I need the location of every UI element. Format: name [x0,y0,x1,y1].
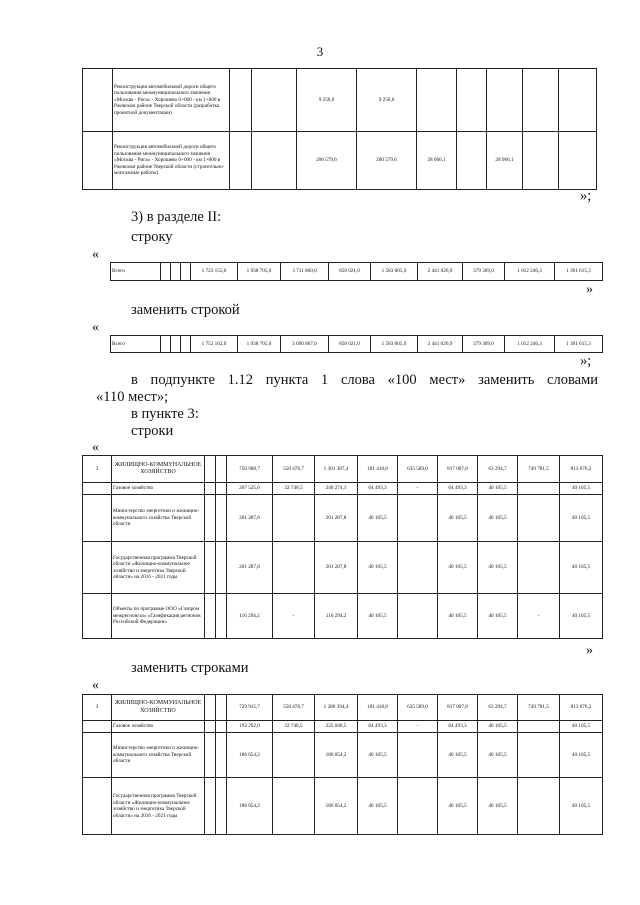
table-cell: 2 441 026,9 [418,336,463,353]
table-cell: 63 294,7 [478,695,518,721]
table-cell: 1 012 246,3 [505,263,555,281]
table-cell: 40 105,5 [438,778,478,835]
table-cell: 1 723 155,0 [191,263,238,281]
table-cell [518,733,560,778]
table-cell [398,778,438,835]
table-cell: 186 054,2 [315,778,358,835]
table-cell: 40 105,5 [438,495,478,542]
table-cell: 40 105,5 [478,483,518,495]
row-name: Газовое хозяйство [112,721,205,733]
row-name: Реконструкция автомобильной дороги общего пользования межмуниципального значения «Москва - Рига» - Хорошево 0+000 - км 1+000 в Ржевском районе Тверской области (разработка проектной документации) [113,69,230,132]
table-cell [518,721,560,733]
table-cell [273,542,315,594]
table-cell: 379 369,0 [463,263,505,281]
table-cell: 750 908,7 [227,456,273,483]
instruction-text: заменить строкой [131,302,240,318]
table-cell: 858 021,0 [329,263,371,281]
table-cell: 1 938 705,0 [238,336,281,353]
table-cell: 1 583 005,9 [371,336,418,353]
opening-quote: « [92,678,99,693]
table-cell: 192 292,0 [227,721,273,733]
row-name: Объекты по программе ООО «Газпром межрегионгаз» «Газификация регионов Российской Федерации» [112,594,205,639]
table-cell: 813 076,2 [560,695,603,721]
table-cell: 1 280 394,4 [315,695,358,721]
table-cell: 201 287,8 [227,495,273,542]
table-cell: 40 105,5 [478,495,518,542]
table-cell: 817 007,8 [438,695,478,721]
table-row [111,263,603,281]
table-cell [398,495,438,542]
table-cell: Всего [111,263,161,281]
table-cell: 181 418,8 [358,695,398,721]
table-cell: 64 493,3 [438,483,478,495]
table-cell [398,594,438,639]
table-cell: 1 938 705,0 [238,263,281,281]
table-cell [273,733,315,778]
amendment-text: в подпункте 1.12 пункта 1 слова «100 мест» заменить словами [131,372,598,388]
table-cell: 3 690 867,0 [281,336,329,353]
table-cell: 1 752 162,0 [191,336,238,353]
table-cell: 200 579,6 [357,132,417,190]
table-row [111,336,603,353]
table-cell: 40 105,5 [560,495,603,542]
row-name: ЖИЛИЩНО-КОММУНАЛЬНОЕ ХОЗЯЙСТВО [112,456,205,483]
table-cell: 635 589,0 [398,695,438,721]
table-cell: 40 105,5 [438,594,478,639]
table-row [83,778,603,835]
housing-utilities-table-old [82,455,603,639]
table-cell: 186 054,2 [227,733,273,778]
table-cell: 550 478,7 [273,695,315,721]
instruction-text: строки [131,423,174,439]
closing-quote: » [586,282,593,297]
table-cell: 1 301 387,4 [315,456,358,483]
table-row [83,456,603,483]
row-name: Государственная программа Тверской области «Жилищно-коммунальное хозяйство и энергетика Тверской области» на 2016 - 2021 годы [112,542,205,594]
housing-utilities-table-new [82,694,603,835]
table-cell: 3 [83,456,112,483]
table-cell: 225 040,5 [315,721,358,733]
table-cell: 28 066,1 [417,132,457,190]
table-cell: - [398,721,438,733]
table-cell: 817 007,8 [438,456,478,483]
total-row-table-old [110,262,603,281]
table-cell: 40 105,5 [560,542,603,594]
table-cell: 200 579,6 [297,132,357,190]
table-cell: 1 391 615,3 [555,263,603,281]
table-cell: 40 105,5 [560,778,603,835]
table-cell [518,495,560,542]
table-cell [518,542,560,594]
table-cell: Всего [111,336,161,353]
table-row [83,69,597,132]
page-number: 3 [316,44,324,59]
table-cell: 1 583 005,9 [371,263,418,281]
table-cell: 40 105,5 [560,483,603,495]
table-cell: 64 493,3 [358,483,398,495]
table-cell [398,542,438,594]
table-cell: 749 781,5 [518,456,560,483]
table-cell: 40 105,5 [438,542,478,594]
table-cell: 40 105,5 [438,733,478,778]
table-cell: 550 478,7 [273,456,315,483]
table-cell: 858 021,0 [329,336,371,353]
table-row [83,542,603,594]
table-cell: 40 105,5 [560,594,603,639]
instruction-text: строку [131,229,173,245]
table-cell: 186 054,2 [227,778,273,835]
total-row-table-new [110,335,603,353]
table-cell [417,69,457,132]
row-name: ЖИЛИЩНО-КОММУНАЛЬНОЕ ХОЗЯЙСТВО [112,695,205,721]
table-cell: 1 012 246,3 [505,336,555,353]
table-cell: 635 589,0 [398,456,438,483]
section-heading: 3) в разделе II: [131,209,222,225]
table-cell: - [518,594,560,639]
table-cell: - [273,594,315,639]
table-cell: 64 493,3 [358,721,398,733]
table-cell: 1 391 615,3 [555,336,603,353]
table-cell: 28 066,1 [487,132,523,190]
instruction-text: заменить строками [131,660,249,676]
table-cell: 9 250,0 [297,69,357,132]
table-cell: 379 369,0 [463,336,505,353]
table-row [83,495,603,542]
table-row [83,721,603,733]
table-cell: 40 105,5 [358,733,398,778]
table-cell: 40 105,5 [478,721,518,733]
row-name: Министерство энергетики и жилищно-коммунального хозяйства Тверской области [112,495,205,542]
table-cell: 40 105,5 [478,594,518,639]
table-cell: 813 076,2 [560,456,603,483]
closing-quote: »; [580,353,592,369]
table-cell: 116 294,2 [315,594,358,639]
table-cell: 181 418,8 [358,456,398,483]
table-cell: 116 294,2 [227,594,273,639]
row-name: Государственная программа Тверской области «Жилищно-коммунальное хозяйство и энергетика Тверской области» на 2016 - 2021 годы [112,778,205,835]
closing-quote: »; [580,188,592,204]
table-cell [518,778,560,835]
table-cell: 3 [83,695,112,721]
table-row [83,594,603,639]
table-cell: 40 105,5 [478,778,518,835]
table-cell: 40 105,5 [358,495,398,542]
opening-quote: « [92,320,99,335]
row-name: Реконструкция автомобильной дороги общего пользования межмуниципального значения «Москва - Рига» - Хорошево 0+000 - км 1+000 в Ржевском районе Тверской области (строительно-монтажные работы) [113,132,230,190]
table-cell [518,483,560,495]
table-cell: 32 748,5 [273,721,315,733]
amendment-text: «110 мест»; [96,389,169,405]
opening-quote: « [92,247,99,262]
row-name: Министерство энергетики и жилищно-коммунального хозяйства Тверской области [112,733,205,778]
table-cell: 40 105,5 [478,733,518,778]
instruction-text: в пункте 3: [131,406,199,422]
table-cell: - [398,483,438,495]
table-cell: 63 294,7 [478,456,518,483]
table-row [83,483,603,495]
table-cell: 3 711 860,0 [281,263,329,281]
table-cell [273,778,315,835]
table-cell: 201 287,8 [315,495,358,542]
table-cell: 32 748,5 [273,483,315,495]
table-row [83,132,597,190]
table-cell: 40 105,5 [560,721,603,733]
table-cell: 240 274,1 [315,483,358,495]
table-cell: 40 105,5 [358,594,398,639]
table-cell: 2 441 026,9 [418,263,463,281]
table-cell: 186 054,2 [315,733,358,778]
closing-quote: » [586,643,593,658]
table-row [83,695,603,721]
road-objects-table [82,68,597,190]
table-cell: 64 493,3 [438,721,478,733]
table-cell [487,69,523,132]
table-cell [273,495,315,542]
table-cell: 40 105,5 [358,542,398,594]
table-cell: 207 525,6 [227,483,273,495]
table-cell: 201 287,8 [227,542,273,594]
table-cell: 201 287,8 [315,542,358,594]
table-cell: 40 105,5 [560,733,603,778]
table-cell: 9 250,0 [357,69,417,132]
table-cell: 749 781,5 [518,695,560,721]
row-name: Газовое хозяйство [112,483,205,495]
table-cell: 729 915,7 [227,695,273,721]
table-cell [398,733,438,778]
table-cell: 40 105,5 [478,542,518,594]
table-cell: 40 105,5 [358,778,398,835]
table-row [83,733,603,778]
opening-quote: « [92,440,99,455]
